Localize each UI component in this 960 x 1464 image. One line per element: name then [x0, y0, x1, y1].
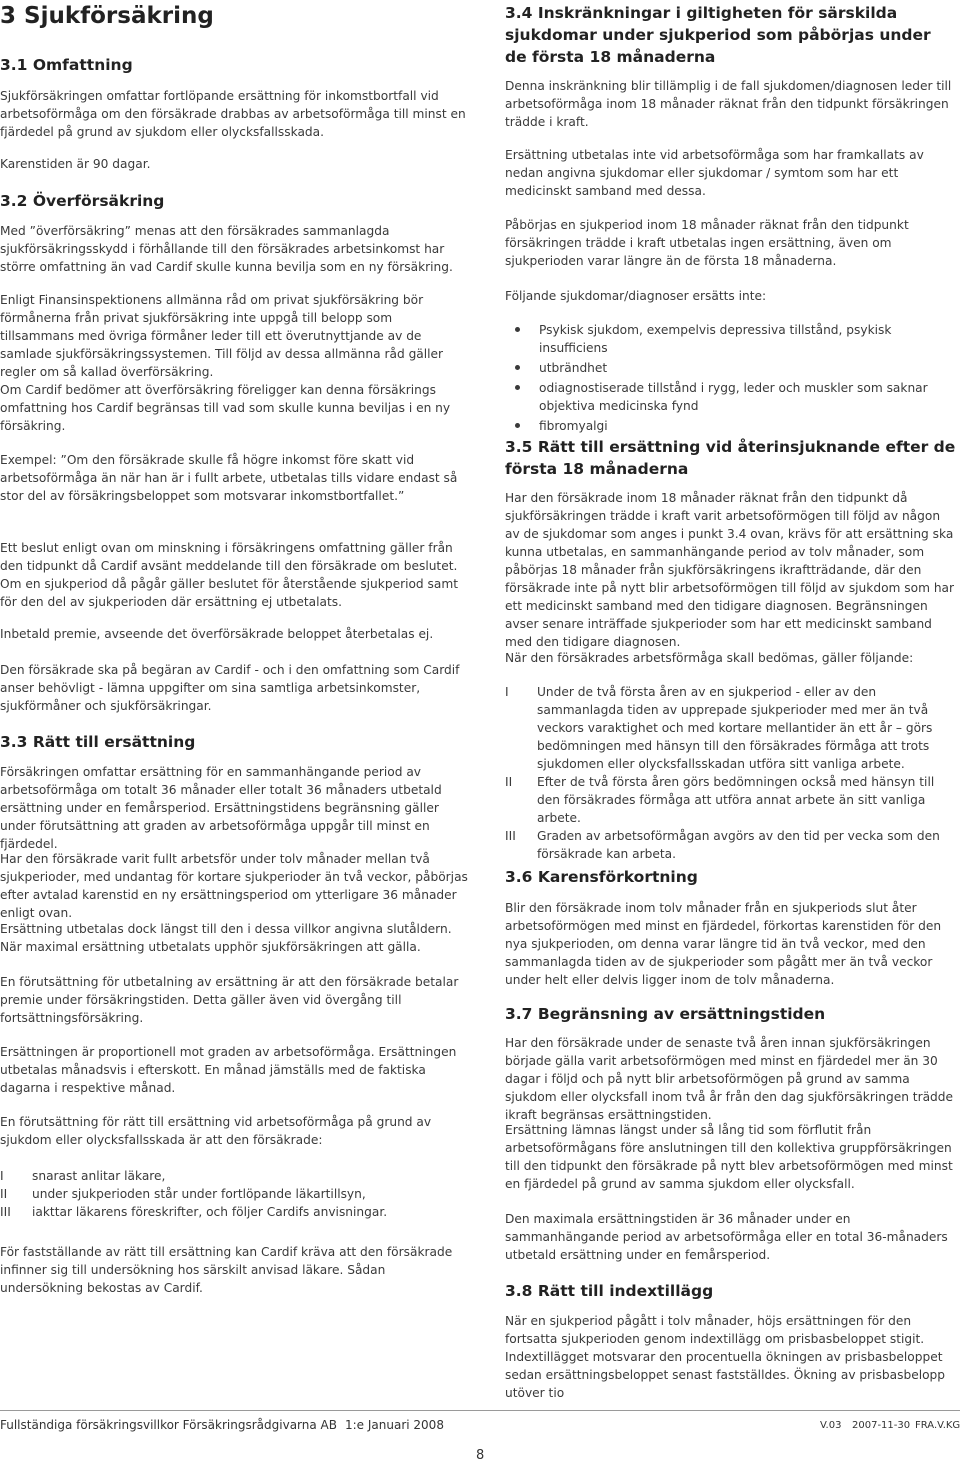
footer-divider: [0, 1410, 960, 1411]
paragraph-34-b: Ersättning utbetalas inte vid arbetsoförmåga som har framkallats av nedan angivna sjukdomar eller sjukdomar / symtom som har ett medicinskt samband med dessa.: [505, 148, 924, 198]
requirements-list: [0, 1167, 470, 1221]
paragraph-overforsakring-1: Med ”överförsäkring” menas att den försäkrades sammanlagda sjukförsäkringsskydd i förhållande till den försäkrades arbetsinkomst har större omfattning än vad Cardif skulle kunna bevilja som en ny försäkring.: [0, 224, 453, 274]
paragraph-ratt-4: En förutsättning för utbetalning av ersättning är att den försäkrade betalar premie under försäkringstiden. Detta gäller även vid övergång till fortsättningsförsäkring.: [0, 975, 459, 1025]
list-text: odiagnostiserade tillstånd i rygg, leder och muskler som saknar objektiva medicinska fynd: [539, 381, 928, 413]
paragraph-exempel: Exempel: ”Om den försäkrade skulle få högre inkomst före skatt vid arbetsoförmåga än när han är i fullt arbete, utbetalas tills vidare endast så stor del av försäkringsbeloppet som motsvarar inkomstbortfallet.”: [0, 453, 458, 503]
list-item: [0, 1167, 470, 1185]
list-number: II: [0, 1187, 8, 1201]
list-item: [0, 1185, 470, 1203]
list-item: [505, 773, 957, 827]
assessment-list: [505, 683, 957, 863]
list-number: III: [505, 829, 516, 843]
paragraph-ratt-7: För fastställande av rätt till ersättning kan Cardif kräva att den försäkrade infinner sig till undersökning hos särskilt anvisad läkare. Sådan undersökning bekostas av Cardif.: [0, 1245, 453, 1295]
paragraph-38: När en sjukperiod pågått i tolv månader, höjs ersättningen för den fortsatta sjukperioden genom indextillägg om prisbasbeloppet stigit. Indextillägget motsvarar den procentuella ökningen av prisbasbeloppet sedan ersättningsbeloppet senast fastställdes. Ökning av prisbasbelopp utöver tio: [505, 1314, 946, 1400]
section-title-sjukforsakring: 3 Sjukförsäkring: [0, 3, 214, 29]
list-item: [0, 1203, 470, 1221]
paragraph-37-c: Den maximala ersättningstiden är 36 månader under en sammanhängande period av arbetsoförmåga eller en total 36-månaders utbetald ersättning under en femårsperiod.: [505, 1212, 948, 1262]
heading-begransning: 3.7 Begränsning av ersättningstiden: [505, 1005, 826, 1023]
list-text: under sjukperioden står under fortlöpande läkartillsyn,: [32, 1187, 366, 1201]
paragraph-overforsakring-5: Ett beslut enligt ovan om minskning i försäkringens omfattning gäller från den tidpunkt då Cardif avsänt meddelande till den försäkrade om beslutet. Om en sjukperiod då pågår gäller beslutet för återstående sjukperiod samt för den del av sjukperioden där ersättning ej utbetalats.: [0, 541, 459, 609]
list-item: [505, 417, 957, 435]
list-item: [505, 683, 957, 773]
paragraph-35-b: När den försäkrades arbetsförmåga skall bedömas, gäller följande:: [505, 651, 914, 665]
bullet-icon: [505, 379, 539, 415]
list-number: III: [0, 1205, 11, 1219]
list-item: [505, 359, 957, 377]
list-text: Efter de två första åren görs bedömningen också med hänsyn till den försäkrades förmåga att utföra annat arbete än sitt vanliga arbete.: [537, 775, 935, 825]
paragraph-overforsakring-6: Inbetald premie, avseende det överförsäkrade beloppet återbetalas ej.: [0, 627, 434, 641]
bullet-icon: [505, 417, 539, 435]
bullet-icon: [505, 321, 539, 357]
excluded-diagnoses-list: [505, 321, 957, 437]
footer-code: FRA.V.KG: [915, 1420, 960, 1431]
footer-date: 2007-11-30: [852, 1420, 911, 1431]
list-text: Graden av arbetsoförmågan avgörs av den tid per vecka som den försäkrade kan arbeta.: [537, 829, 940, 861]
paragraph-34-c: Påbörjas en sjukperiod inom 18 månader räknat från den tidpunkt försäkringen trädde i kraft utbetalas ingen ersättning, även om sjukperioden varar längre än de första 18 månaderna.: [505, 218, 909, 268]
paragraph-ratt-5: Ersättningen är proportionell mot graden av arbetsoförmåga. Ersättningen utbetalas månadsvis i efterskott. En månad jämställs med de faktiska dagarna i respektive månad.: [0, 1045, 457, 1095]
list-text: Psykisk sjukdom, exempelvis depressiva tillstånd, psykisk insufficiens: [539, 323, 892, 355]
heading-indextillagg: 3.8 Rätt till indextillägg: [505, 1282, 714, 1300]
heading-ratt-till-ersattning: 3.3 Rätt till ersättning: [0, 733, 196, 751]
footer-document-title: Fullständiga försäkringsvillkor Försäkringsrådgivarna AB: [0, 1418, 337, 1432]
paragraph-overforsakring-2: Enligt Finansinspektionens allmänna råd om privat sjukförsäkring bör förmånerna från privat sjukförsäkring inte uppgå till belopp som tillsammans med övriga förmåner leder till ett överutnyttjande av de samlade sjukförsäkringssystemen. Till följd av dessa allmänna råd gäller regler om så kallad överförsäkring.: [0, 293, 444, 379]
heading-karensforkortning: 3.6 Karensförkortning: [505, 868, 698, 886]
paragraph-36: Blir den försäkrade inom tolv månader från en sjukperiods slut åter arbetsoförmögen med minst en fjärdedel, förkortas karenstiden för den nya sjukperioden, om denna varar längre tid än två veckor, med den sammanlagda tiden av de sjukperioder som pågått mer än två veckor under helt eller delvis ligger inom de tolv månaderna.: [505, 901, 942, 987]
heading-omfattning: 3.1 Omfattning: [0, 56, 133, 74]
list-number: II: [505, 775, 513, 789]
bullet-icon: [505, 359, 539, 377]
paragraph-37-b: Ersättning lämnas längst under så lång tid som förflutit från arbetsoförmågans före anslutningen till den kollektiva gruppförsäkringen till den tidpunkt den försäkrade på nytt blev arbetsoförmögen med minst en fjärdedel på grund av samma sjukdom eller olycksfall.: [505, 1123, 953, 1191]
paragraph-ratt-6: En förutsättning för rätt till ersättning vid arbetsoförmåga på grund av sjukdom eller olycksfallsskada är att den försäkrade:: [0, 1115, 432, 1147]
paragraph-35-a: Har den försäkrade inom 18 månader räknat från den tidpunkt då sjukförsäkringen trädde i kraft varit arbetsoförmögen till följd av någon av de sjukdomar som anges i punkt 3.4 ovan, krävs för att ersättning ska kunna utbetalas, en sammanhängande period av tolv månader, som påbörjas 18 månader från sjukförsäkringens ikraftträdande, där den försäkrade inte på nytt blir arbetsoförmögen till följd av sjukdom som har ett medicinskt samband med den tidigare diagnosen. Begränsningen avser senare inträffade sjukperioder som har ett medicinskt samband med den tidigare diagnosen.: [505, 491, 955, 649]
footer-version: V.03: [820, 1420, 842, 1431]
heading-aterinsjuknande: 3.5 Rätt till ersättning vid återinsjuknande efter de första 18 månaderna: [505, 438, 956, 478]
paragraph-ratt-3: Ersättning utbetalas dock längst till den i dessa villkor angivna slutåldern. När maximal ersättning utbetalats upphör sjukförsäkringen att gälla.: [0, 922, 452, 954]
paragraph-overforsakring-7: Den försäkrade ska på begäran av Cardif - och i den omfattning som Cardif anser behövligt - lämna uppgifter om sina samtliga arbetsinkomster, sjukförmåner och sjukförsäkringar.: [0, 663, 460, 713]
list-item: [505, 379, 957, 415]
heading-overforsakring: 3.2 Överförsäkring: [0, 192, 165, 210]
paragraph-karenstid: Karenstiden är 90 dagar.: [0, 157, 151, 171]
list-text: snarast anlitar läkare,: [32, 1169, 166, 1183]
paragraph-ratt-2: Har den försäkrade varit fullt arbetsför under tolv månader mellan två sjukperioder, med undantag för kortare sjukperioder än två veckor, påbörjas efter avtalad karenstid en ny ersättningsperiod om ytterligare 36 månader enligt ovan.: [0, 852, 468, 920]
paragraph-37-a: Har den försäkrade under de senaste två åren innan sjukförsäkringen började gälla varit arbetsoförmögen med minst en fjärdedel mer än 30 dagar i följd och på nytt blir arbetsoförmögen på grund av samma sjukdom eller olycksfall inom två år från den dag sjukförsäkringen trädde ikraft begränsas ersättningstiden.: [505, 1036, 954, 1122]
heading-inskrankningar: 3.4 Inskränkningar i giltigheten för särskilda sjukdomar under sjukperiod som påbörjas under de första 18 månaderna: [505, 4, 931, 66]
page-number: 8: [476, 1448, 485, 1463]
list-text: fibromyalgi: [539, 419, 608, 433]
list-number: I: [505, 685, 509, 699]
paragraph-overforsakring-3: Om Cardif bedömer att överförsäkring föreligger kan denna försäkrings omfattning hos Cardif begränsas till vad som skulle kunna beviljas i en ny försäkring.: [0, 383, 451, 433]
list-number: I: [0, 1169, 4, 1183]
list-text: utbrändhet: [539, 361, 608, 375]
paragraph-34-d: Följande sjukdomar/diagnoser ersätts inte:: [505, 289, 767, 303]
list-text: Under de två första åren av en sjukperiod - eller av den sammanlagda tiden av upprepade sjukperioder med mer än två veckors varaktighet och med kortare mellantider än ett år – görs bedömningen med hänsyn till den försäkrades förmåga att trots sjukdomen eller olycksfallsskadan utföra sitt vanliga arbete.: [537, 685, 933, 771]
list-text: iakttar läkarens föreskrifter, och följer Cardifs anvisningar.: [32, 1205, 388, 1219]
list-item: [505, 827, 957, 863]
paragraph-omfattning: Sjukförsäkringen omfattar fortlöpande ersättning för inkomstbortfall vid arbetsoförmåga om den försäkrade drabbas av arbetsoförmåga till minst en fjärdedel på grund av sjukdom eller olycksfallsskada.: [0, 89, 466, 139]
list-item: [505, 321, 957, 357]
paragraph-ratt-1: Försäkringen omfattar ersättning för en sammanhängande period av arbetsoförmåga om totalt 36 månader eller totalt 36 månaders utbetald ersättning under en femårsperiod. Ersättningstidens begränsning gäller under förutsättning att graden av arbetsoförmåga uppgår till minst en fjärdedel.: [0, 765, 442, 851]
paragraph-34-a: Denna inskränkning blir tillämplig i de fall sjukdomen/diagnosen leder till arbetsoförmåga inom 18 månader räknat från den tidpunkt försäkringen trädde i kraft.: [505, 79, 952, 129]
footer-edition: 1:e Januari 2008: [345, 1418, 444, 1432]
